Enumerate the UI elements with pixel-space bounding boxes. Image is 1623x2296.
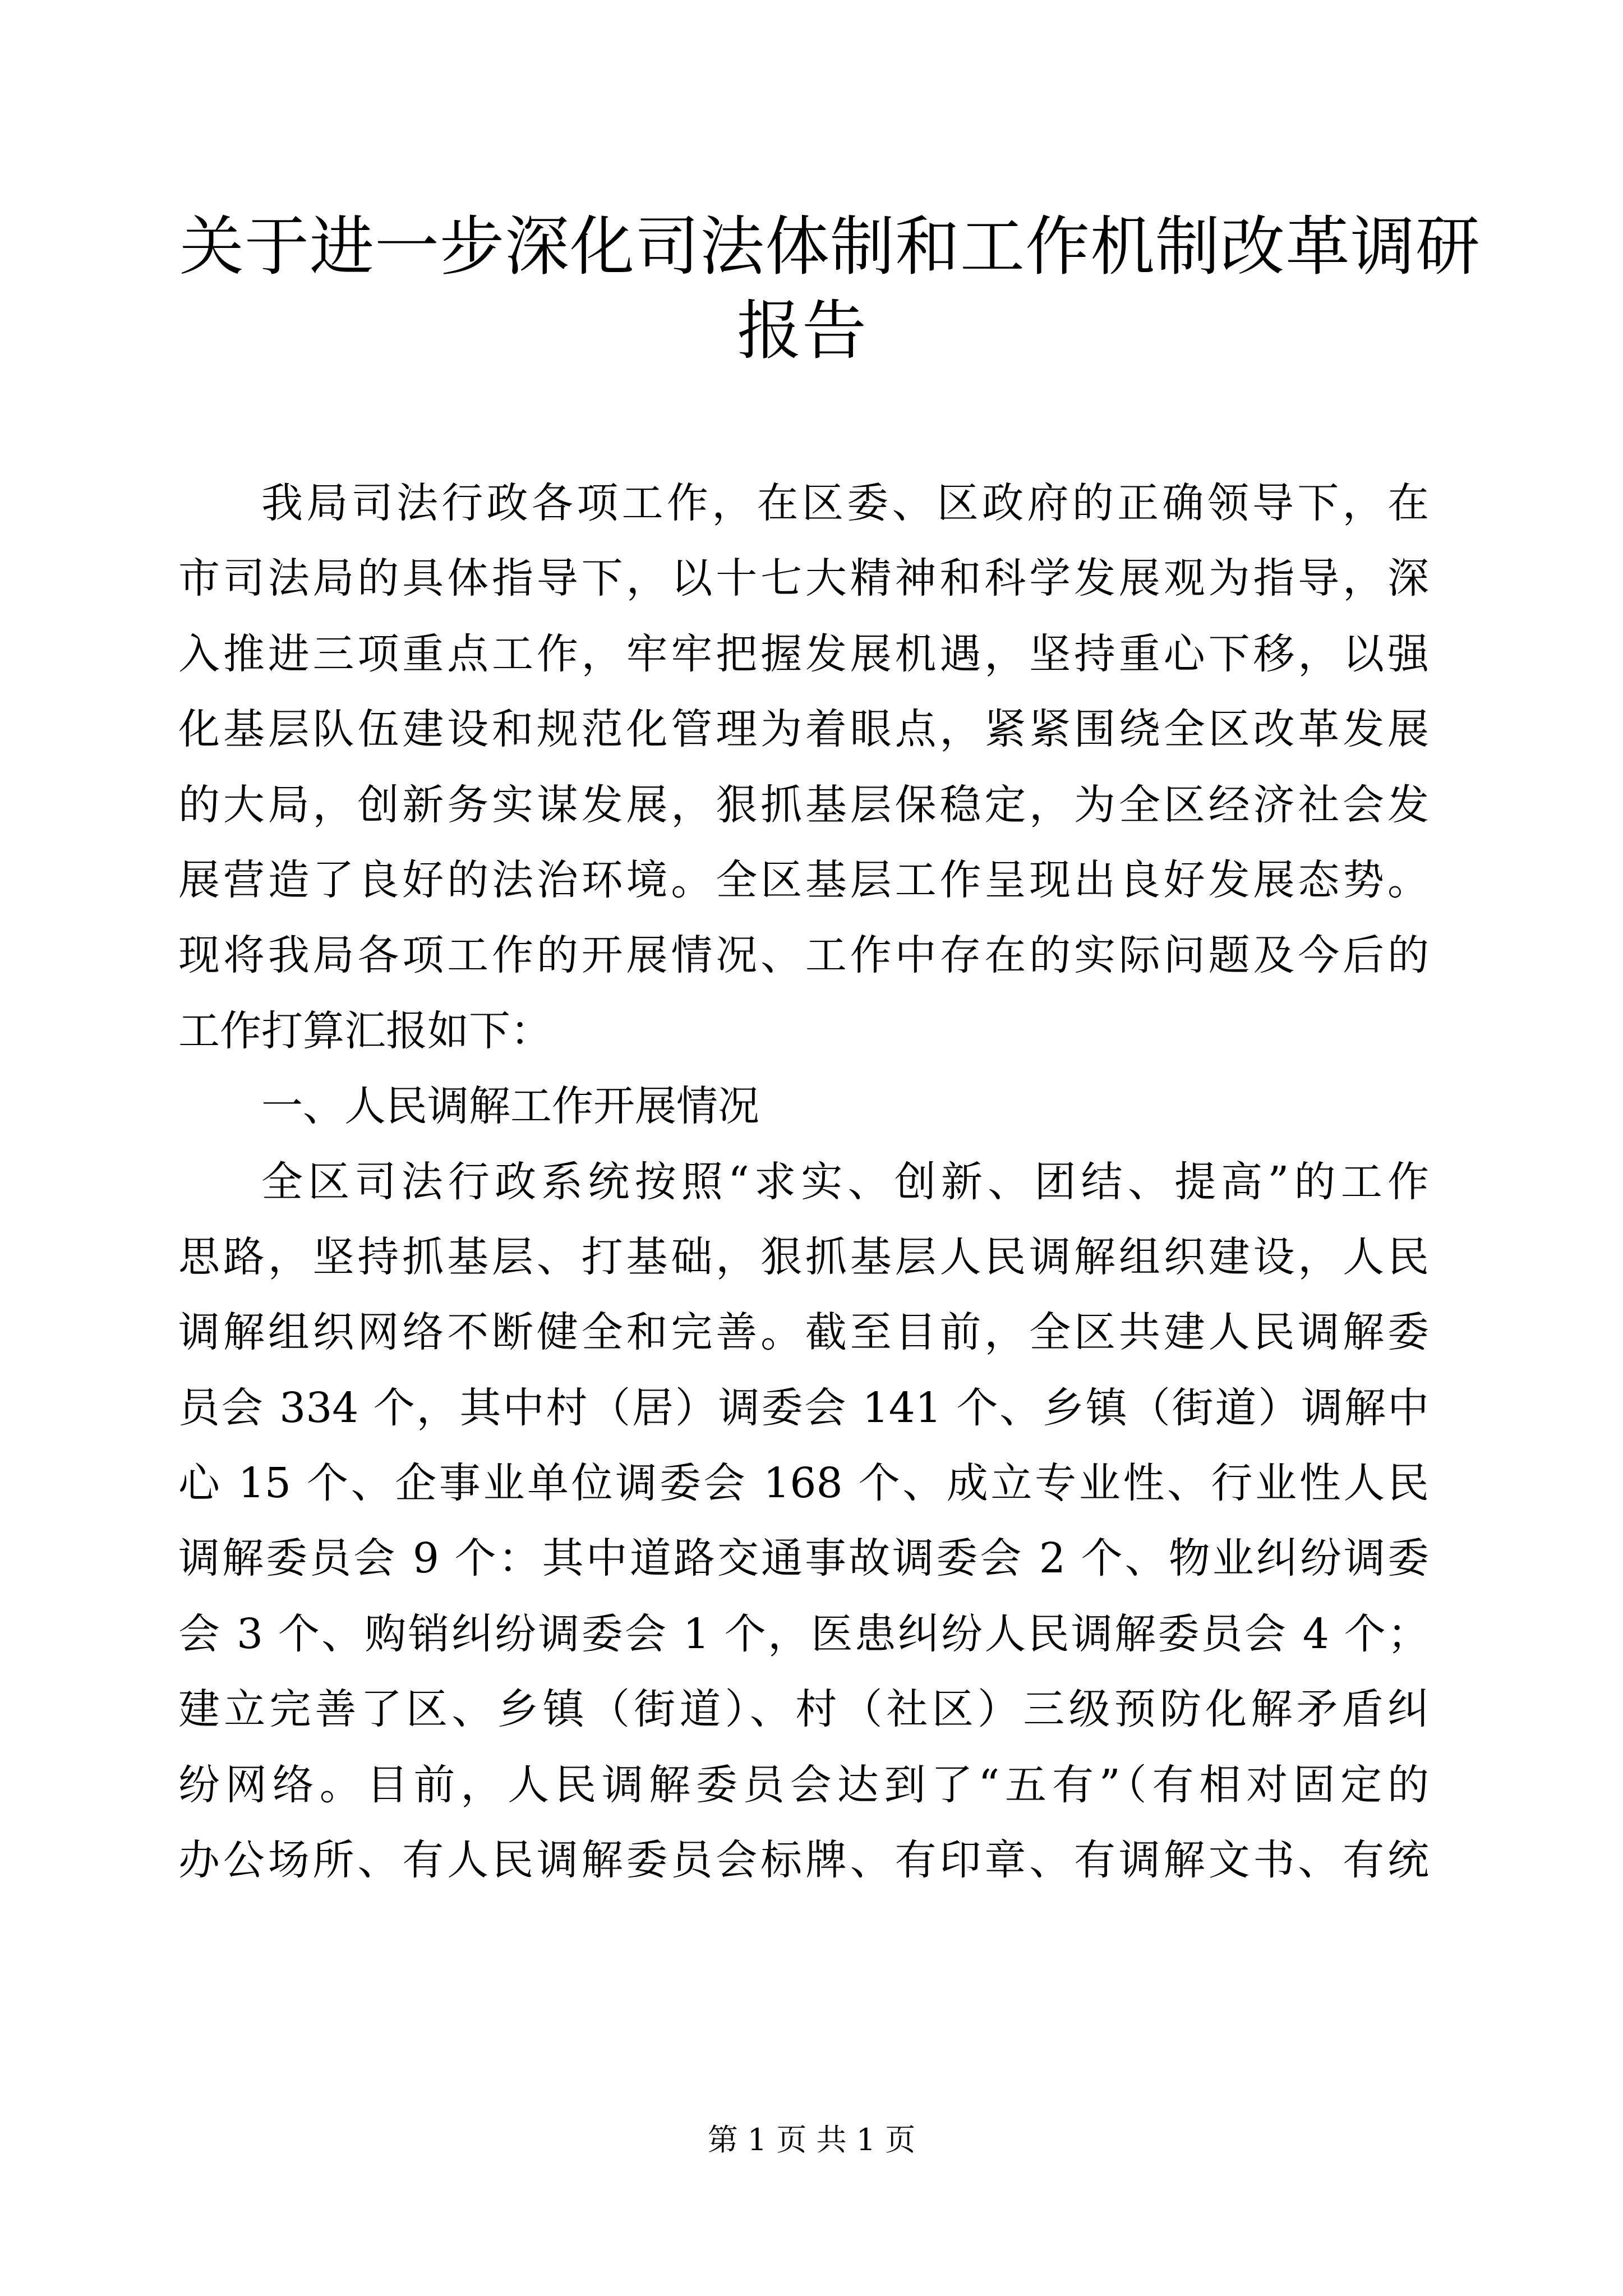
paragraph-2-line-3: 调解组织网络不断健全和完善。截至目前，全区共建人民调解委 — [178, 1308, 1429, 1357]
paragraph-1-line-1: 我局司法行政各项工作，在区委、区政府的正确领导下，在 — [261, 479, 1429, 527]
page-footer: 第 1 页 共 1 页 — [707, 2122, 916, 2157]
paragraph-1-line-8: 工作打算汇报如下： — [178, 1006, 552, 1055]
document-title — [179, 205, 1481, 373]
paragraph-2-line-7: 会 3 个、购销纠纷调委会 1 个，医患纠纷人民调解委员会 4 个； — [178, 1609, 1429, 1658]
paragraph-2-line-6: 调解委员会 9 个：其中道路交通事故调委会 2 个、物业纠纷调委 — [178, 1534, 1429, 1583]
paragraph-2-line-10: 办公场所、有人民调解委员会标牌、有印章、有调解文书、有统 — [178, 1836, 1429, 1885]
paragraph-1-line-7: 现将我局各项工作的开展情况、工作中存在的实际问题及今后的 — [178, 931, 1429, 980]
paragraph-2-line-8: 建立完善了区、乡镇（街道）、村（社区）三级预防化解矛盾纠 — [178, 1685, 1429, 1734]
paragraph-2-line-1: 全区司法行政系统按照“求实、创新、团结、提高”的工作 — [261, 1157, 1429, 1206]
paragraph-2-line-5: 心 15 个、企事业单位调委会 168 个、成立专业性、行业性人民 — [178, 1459, 1429, 1508]
paragraph-2-line-9: 纷网络。目前，人民调解委员会达到了“五有”（有相对固定的 — [178, 1760, 1429, 1809]
title-line-2: 报告 — [736, 293, 867, 369]
title-line-1: 关于进一步深化司法体制和工作机制改革调研 — [179, 209, 1481, 284]
paragraph-1-line-6: 展营造了良好的法治环境。全区基层工作呈现出良好发展态势。 — [178, 855, 1429, 904]
paragraph-2-line-4: 员会 334 个，其中村（居）调委会 141 个、乡镇（街道）调解中 — [178, 1383, 1429, 1432]
paragraph-1-line-3: 入推进三项重点工作，牢牢把握发展机遇，坚持重心下移，以强 — [178, 629, 1429, 678]
paragraph-1-line-4: 化基层队伍建设和规范化管理为着眼点，紧紧围绕全区改革发展 — [178, 705, 1429, 754]
section-heading: 一、人民调解工作开展情况 — [261, 1082, 759, 1131]
document-body — [178, 466, 1429, 1898]
paragraph-1-line-2: 市司法局的具体指导下，以十七大精神和科学发展观为指导，深 — [178, 554, 1429, 603]
paragraph-1-line-5: 的大局，创新务实谋发展，狠抓基层保稳定，为全区经济社会发 — [178, 780, 1429, 829]
paragraph-2-line-2: 思路，坚持抓基层、打基础，狠抓基层人民调解组织建设，人民 — [178, 1232, 1429, 1281]
